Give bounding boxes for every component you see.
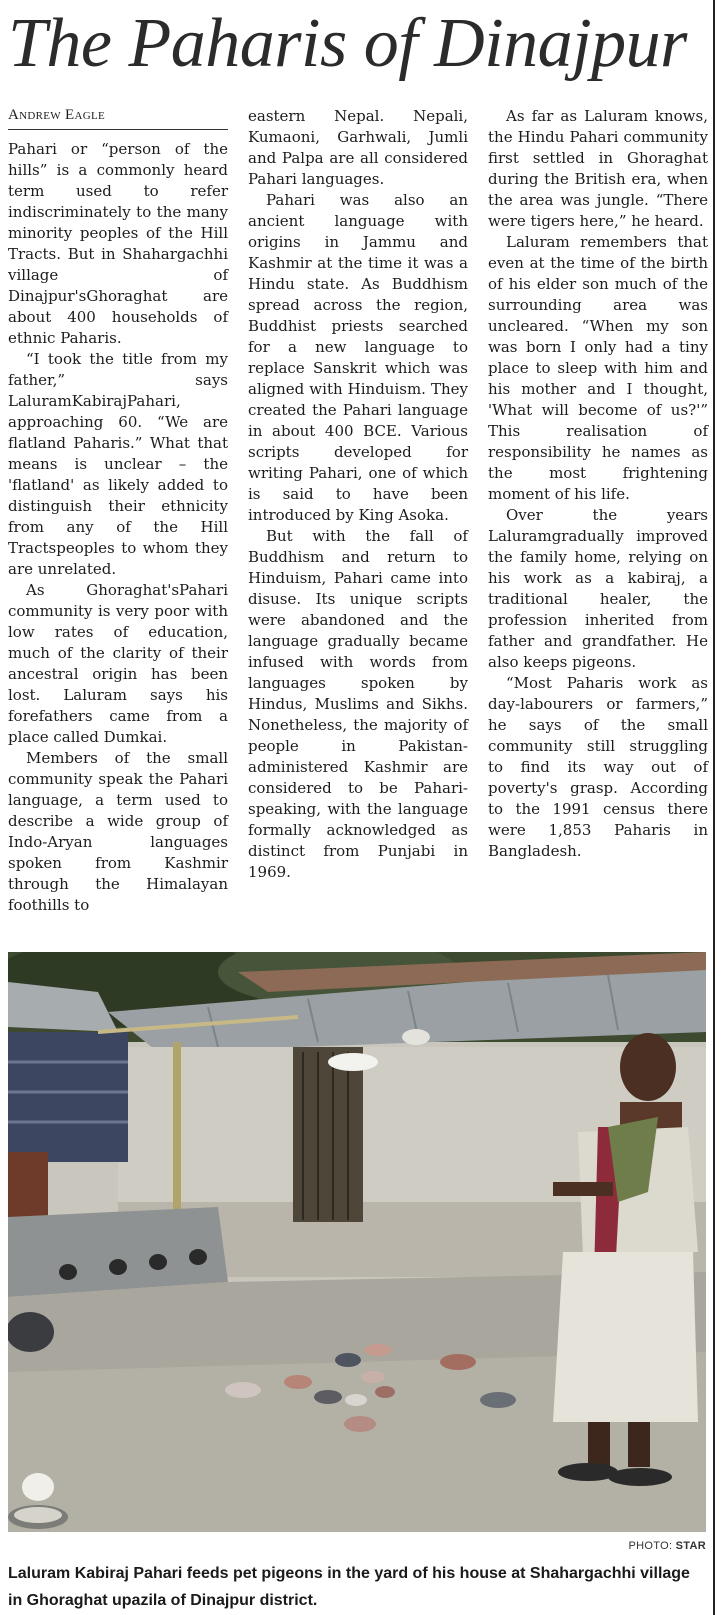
paragraph: “Most Paharis work as day-labourers or farmers,” he says of the small community still struggling to find its way out of poverty's grasp. According to the 1991 census there were 1,853 Paharis in Bangladesh. xyxy=(488,674,708,860)
column-1 xyxy=(8,106,228,916)
paragraph: As far as Laluram knows, the Hindu Pahari community first settled in Ghoraghat during the British era, when the area was jungle. “There were tigers here,” he heard. xyxy=(488,107,708,230)
paragraph: “I took the title from my father,” says LaluramKabirajPahari, approaching 60. “We are flatland Paharis.” What that means is unclear – the 'flatland' as likely added to distinguish their ethnicity from any of the Hill Tractspeoples to whom they are unrelated. xyxy=(8,350,228,578)
paragraph: Laluram remembers that even at the time of the birth of his elder son much of the surrounding area was uncleared. “When my son was born I only had a tiny place to sleep with him and his mother and I thought, 'What will become of us?'” This realisation of responsibility he names as the most frightening moment of his life. xyxy=(488,233,708,503)
column-2 xyxy=(248,106,468,916)
article-body xyxy=(8,106,708,916)
paragraph: eastern Nepal. Nepali, Kumaoni, Garhwali, Jumli and Palpa are all considered Pahari languages. xyxy=(248,107,468,188)
photo-credit xyxy=(629,1540,706,1552)
paragraph: As Ghoraghat'sPahari community is very poor with low rates of education, much of the clarity of their ancestral origin has been lost. Laluram says his forefathers came from a place called Dumkai. xyxy=(8,581,228,746)
paragraph: But with the fall of Buddhism and return to Hinduism, Pahari came into disuse. Its unique scripts were abandoned and the language gradually became infused with words from languages spoken by Hindus, Muslims and Sikhs. Nonetheless, the majority of people in Pakistan-administered Kashmir are considered to be Pahari-speaking, with the language formally acknowledged as distinct from Punjabi in 1969. xyxy=(248,527,468,881)
paragraph: Pahari or “person of the hills” is a commonly heard term used to refer indiscriminately to the many minority peoples of the Hill Tracts. But in Shahargachhi village of Dinajpur'sGhoraghat are about 400 households of ethnic Paharis. xyxy=(8,140,228,347)
page-edge-rule xyxy=(713,0,715,1615)
paragraph: Pahari was also an ancient language with origins in Jammu and Kashmir at the time it was a Hindu state. As Buddhism spread across the region, Buddhist priests searched for a new language to replace Sanskrit which was aligned with Hinduism. They created the Pahari language in about 400 BCE. Various scripts developed for writing Pahari, one of which is said to have been introduced by King Asoka. xyxy=(248,191,468,524)
photo-credit-label: PHOTO: xyxy=(628,1540,673,1552)
article-headline: The Paharis of Dinajpur xyxy=(8,5,687,82)
article-photo xyxy=(8,952,706,1532)
column-3 xyxy=(488,106,708,916)
byline: Andrew Eagle xyxy=(8,106,228,130)
photo-caption: Laluram Kabiraj Pahari feeds pet pigeons in the yard of his house at Shahargachhi village in Ghoraghat upazila of Dinajpur district. xyxy=(8,1565,690,1609)
paragraph: Members of the small community speak the Pahari language, a term used to describe a wide group of Indo-Aryan languages spoken from Kashmir through the Himalayan foothills to xyxy=(8,749,228,914)
paragraph: Over the years Laluramgradually improved the family home, relying on his work as a kabiraj, a traditional healer, the profession inherited from father and grandfather. He also keeps pigeons. xyxy=(488,506,708,671)
photo-credit-source: STAR xyxy=(675,1540,706,1552)
